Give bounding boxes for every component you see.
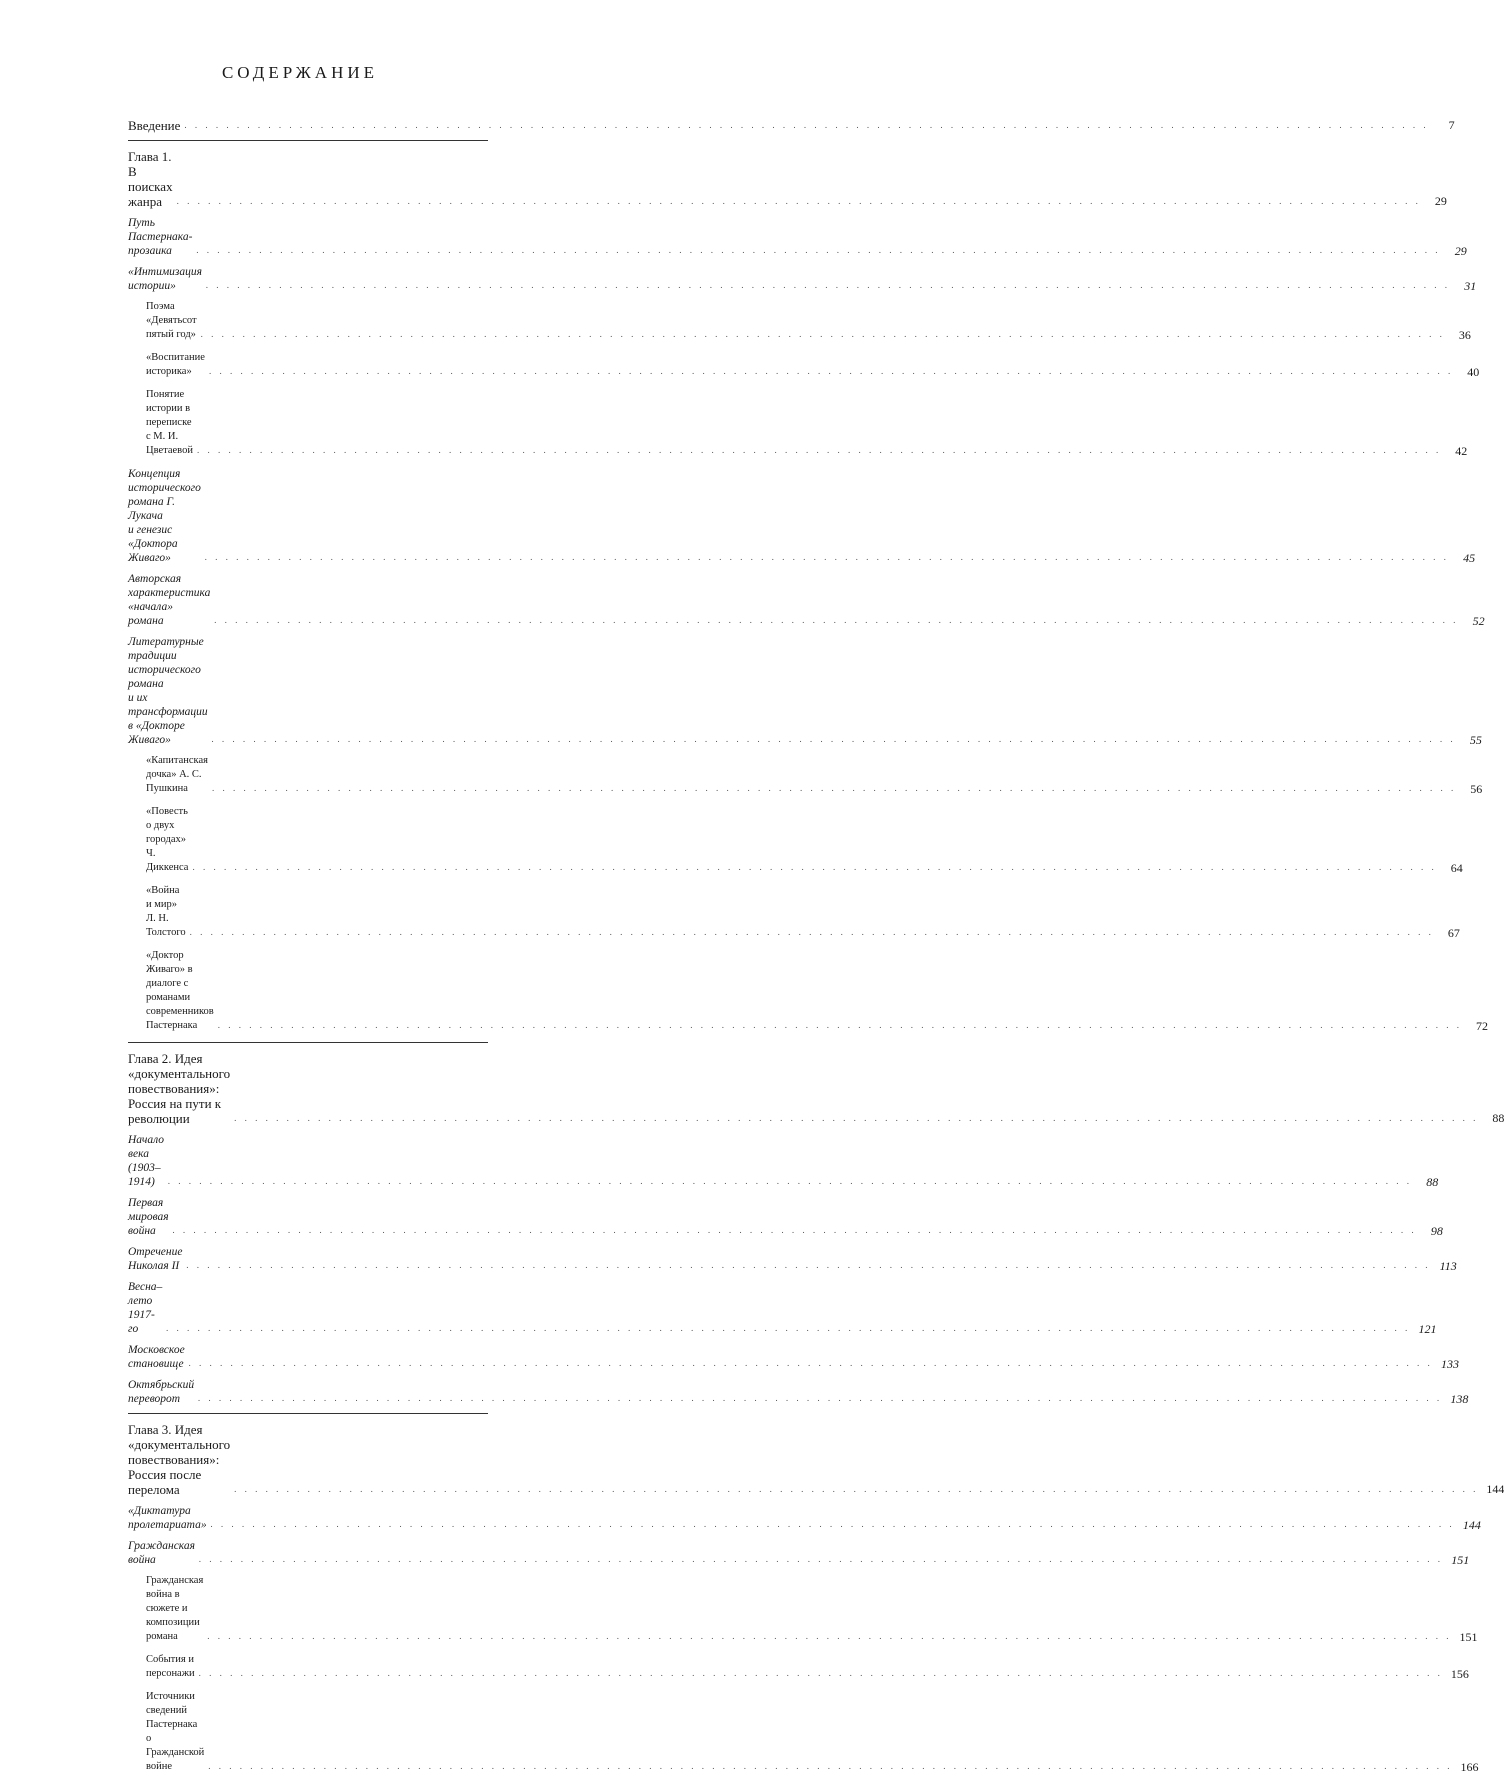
- table-of-contents: [128, 118, 1504, 1783]
- dot-leader: [173, 1224, 1417, 1236]
- dot-leader: [177, 195, 1421, 207]
- section-divider: [128, 1413, 488, 1414]
- toc-entry-label-line: Россия на пути к революции: [128, 1096, 222, 1126]
- toc-entry-label-line: Литературные традиции исторического романа: [128, 636, 204, 690]
- toc-entry[interactable]: [128, 1504, 1481, 1532]
- toc-entry-label-line: и генезис «Доктора Живаго»: [128, 524, 178, 564]
- toc-page-number: 144: [1462, 1518, 1481, 1532]
- toc-entry-label: Поэма «Девятьсот пятый год»: [146, 301, 197, 340]
- toc-entry[interactable]: [128, 1343, 1459, 1371]
- dot-leader: [209, 365, 1453, 377]
- toc-entry[interactable]: [128, 467, 1476, 565]
- section-divider: [128, 1042, 488, 1043]
- dot-leader: [212, 733, 1456, 745]
- toc-entry[interactable]: [128, 1051, 1504, 1126]
- toc-entry-label: [128, 1422, 230, 1497]
- dot-leader: [190, 926, 1434, 938]
- dot-leader: [199, 1553, 1443, 1565]
- dot-leader: [186, 1259, 1430, 1271]
- toc-page-number: 156: [1450, 1667, 1469, 1681]
- toc-page-number: 144: [1486, 1482, 1504, 1496]
- toc-entry[interactable]: [128, 351, 1480, 379]
- toc-entry-label-line: современников Пастернака: [146, 1006, 214, 1031]
- dot-leader: [208, 1760, 1452, 1772]
- toc-page-number: 151: [1459, 1630, 1478, 1644]
- toc-page-number: 88: [1426, 1175, 1439, 1189]
- toc-entry[interactable]: [128, 1653, 1469, 1681]
- toc-entry-label: «Воспитание историка»: [146, 352, 205, 377]
- toc-entry[interactable]: [128, 805, 1463, 875]
- toc-entry-label: Октябрьский переворот: [128, 1379, 195, 1405]
- toc-entry-label: Отречение Николая II: [128, 1246, 183, 1272]
- toc-page-number: 31: [1464, 279, 1477, 293]
- dot-leader: [166, 1322, 1410, 1334]
- toc-page-number: 36: [1458, 328, 1471, 342]
- dot-leader: [234, 1112, 1478, 1124]
- toc-entry[interactable]: [128, 149, 1447, 209]
- toc-entry[interactable]: [128, 216, 1467, 258]
- toc-entry-label: Источники сведений Пастернака о Гражданской войне: [146, 1691, 205, 1772]
- dot-leader: [201, 328, 1445, 340]
- toc-page-number: 42: [1455, 444, 1468, 458]
- toc-entry-label-line: «Доктор Живаго» в диалоге с романами: [146, 950, 193, 1003]
- dot-leader: [189, 1357, 1433, 1369]
- toc-page-number: 72: [1475, 1019, 1488, 1033]
- toc-entry-label: [128, 635, 208, 747]
- toc-page-number: 29: [1434, 194, 1447, 208]
- dot-leader: [198, 1392, 1442, 1404]
- toc-entry[interactable]: [128, 884, 1460, 940]
- toc-entry-label-line: Глава 3. Идея «документального повествования»:: [128, 1422, 231, 1467]
- toc-page-number: 121: [1418, 1322, 1437, 1336]
- toc-entry-label: Московское становище: [128, 1344, 185, 1370]
- toc-entry-label: [128, 467, 201, 565]
- toc-entry[interactable]: [128, 572, 1485, 628]
- toc-entry-label: Весна–лето 1917-го: [128, 1281, 163, 1335]
- toc-page-number: 138: [1450, 1392, 1469, 1406]
- toc-page-number: 67: [1447, 926, 1460, 940]
- toc-entry[interactable]: [128, 754, 1483, 796]
- toc-entry-label-line: Глава 2. Идея «документального повествования»:: [128, 1051, 231, 1096]
- toc-entry[interactable]: [128, 1378, 1469, 1406]
- toc-entry[interactable]: [128, 300, 1471, 342]
- toc-entry-label: События и персонажи: [146, 1654, 195, 1679]
- dot-leader: [218, 1019, 1462, 1031]
- section-divider: [128, 140, 488, 141]
- toc-page-number: 45: [1463, 551, 1476, 565]
- toc-entry[interactable]: [128, 1280, 1437, 1336]
- toc-entry-label: «Капитанская дочка» А. С. Пушкина: [146, 755, 208, 794]
- dot-leader: [211, 1518, 1455, 1530]
- toc-entry-label: Авторская характеристика «начала» романа: [128, 573, 211, 627]
- toc-entry-label-line: Концепция исторического романа Г. Лукача: [128, 468, 201, 522]
- toc-entry-label: Путь Пастернака-прозаика: [128, 217, 193, 257]
- toc-page-number: 113: [1439, 1259, 1457, 1273]
- toc-page-number: 55: [1469, 733, 1482, 747]
- toc-page-number: 64: [1450, 861, 1463, 875]
- toc-entry-label-line: Россия после перелома: [128, 1467, 202, 1497]
- toc-page-number: 133: [1440, 1357, 1459, 1371]
- toc-entry-label: Начало века (1903–1914): [128, 1134, 165, 1188]
- dot-leader: [196, 244, 1440, 256]
- dot-leader: [234, 1483, 1478, 1495]
- toc-page-number: 40: [1467, 365, 1480, 379]
- toc-entry-label: «Интимизация истории»: [128, 266, 202, 292]
- toc-page-number: 52: [1472, 614, 1485, 628]
- dot-leader: [205, 551, 1449, 563]
- toc-entry[interactable]: [128, 1196, 1443, 1238]
- toc-entry-label: [146, 949, 214, 1033]
- toc-page-number: 29: [1454, 244, 1467, 258]
- toc-page-number: 151: [1451, 1553, 1470, 1567]
- toc-entry[interactable]: [128, 265, 1477, 293]
- toc-page-number: 88: [1492, 1111, 1504, 1125]
- toc-entry-label: «Повесть о двух городах» Ч. Диккенса: [146, 806, 189, 873]
- toc-entry[interactable]: [128, 388, 1468, 458]
- toc-entry-label: Глава 1. В поисках жанра: [128, 149, 173, 209]
- page-title: СОДЕРЖАНИЕ: [221, 63, 379, 82]
- toc-entry-label: «Война и мир» Л. Н. Толстого: [146, 885, 186, 938]
- dot-leader: [192, 861, 1436, 873]
- toc-entry[interactable]: [128, 1690, 1479, 1774]
- toc-entry[interactable]: [128, 1574, 1478, 1644]
- toc-entry-label-line: и их трансформации в «Докторе Живаго»: [128, 692, 208, 746]
- toc-page-number: 166: [1460, 1760, 1479, 1774]
- toc-entry[interactable]: [128, 949, 1488, 1033]
- toc-entry[interactable]: [128, 1422, 1504, 1497]
- toc-entry[interactable]: [128, 1133, 1439, 1189]
- toc-entry-label: Гражданская война в сюжете и композиции романа: [146, 1575, 204, 1642]
- dot-leader: [207, 1630, 1451, 1642]
- dot-leader: [206, 279, 1450, 291]
- toc-entry[interactable]: [128, 1245, 1457, 1273]
- toc-entry-label: Первая мировая война: [128, 1197, 169, 1237]
- dot-leader: [197, 444, 1441, 456]
- toc-page-number: 7: [1448, 118, 1455, 132]
- dot-leader: [212, 782, 1456, 794]
- toc-page-number: 98: [1430, 1224, 1443, 1238]
- toc-page-number: 56: [1470, 782, 1483, 796]
- toc-entry-label: «Диктатура пролетариата»: [128, 1505, 207, 1531]
- toc-entry[interactable]: [128, 118, 1455, 133]
- toc-entry-label: Введение: [128, 118, 181, 133]
- toc-entry-label: [128, 1051, 230, 1126]
- toc-entry-label: Понятие истории в переписке с М. И. Цветаевой: [146, 389, 193, 456]
- toc-entry[interactable]: [128, 1539, 1470, 1567]
- dot-leader: [168, 1175, 1412, 1187]
- dot-leader: [214, 614, 1458, 626]
- dot-leader: [184, 119, 1428, 131]
- toc-entry[interactable]: [128, 635, 1482, 747]
- dot-leader: [199, 1667, 1443, 1679]
- toc-entry-label: Гражданская война: [128, 1540, 195, 1566]
